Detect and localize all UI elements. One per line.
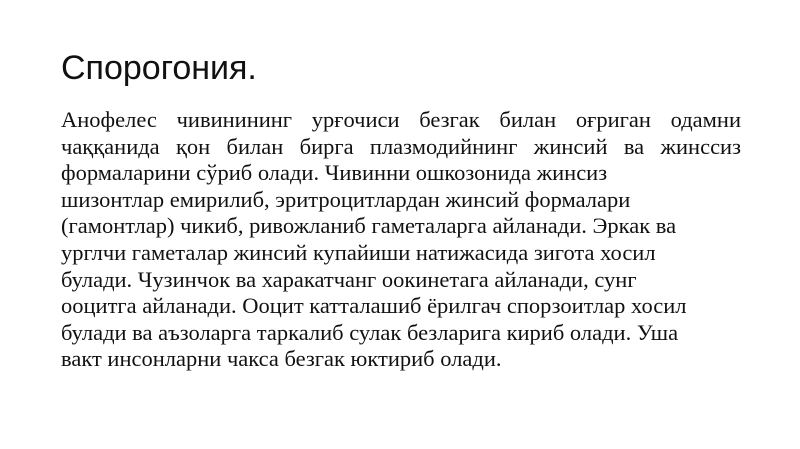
body-line: формаларини сўриб олади. Чивинни ошкозонида жинсиз xyxy=(61,160,608,186)
body-line: ооцитга айланади. Ооцит катталашиб ёрилгач спорзоитлар хосил xyxy=(61,293,687,319)
body-line: чаққанида қон билан бирга плазмодийнинг жинсий ва жинссиз xyxy=(61,133,741,159)
body-line: Анофелес чивинининг урғочиси безгак билан оғриган одамни xyxy=(61,107,741,132)
body-line: булади ва аъзоларга таркалиб сулак безларига кириб олади. Уша xyxy=(61,319,679,345)
body-line: шизонтлар емирилиб, эритроцитлардан жинсий формалари xyxy=(61,186,631,212)
body-line: урглчи гаметалар жинсий купайиши натижасида зигота хосил xyxy=(61,239,656,265)
body-line: булади. Чузинчок ва харакатчанг оокинетага айланади, сунг xyxy=(61,266,637,292)
slide-title: Спорогония. xyxy=(61,49,257,87)
body-line: вакт инсонларни чакса безгак юктириб олади. xyxy=(61,346,502,372)
body-line: (гамонтлар) чикиб, ривожланиб гаметаларга айланади. Эркак ва xyxy=(61,213,677,239)
slide-body-text xyxy=(61,107,741,373)
